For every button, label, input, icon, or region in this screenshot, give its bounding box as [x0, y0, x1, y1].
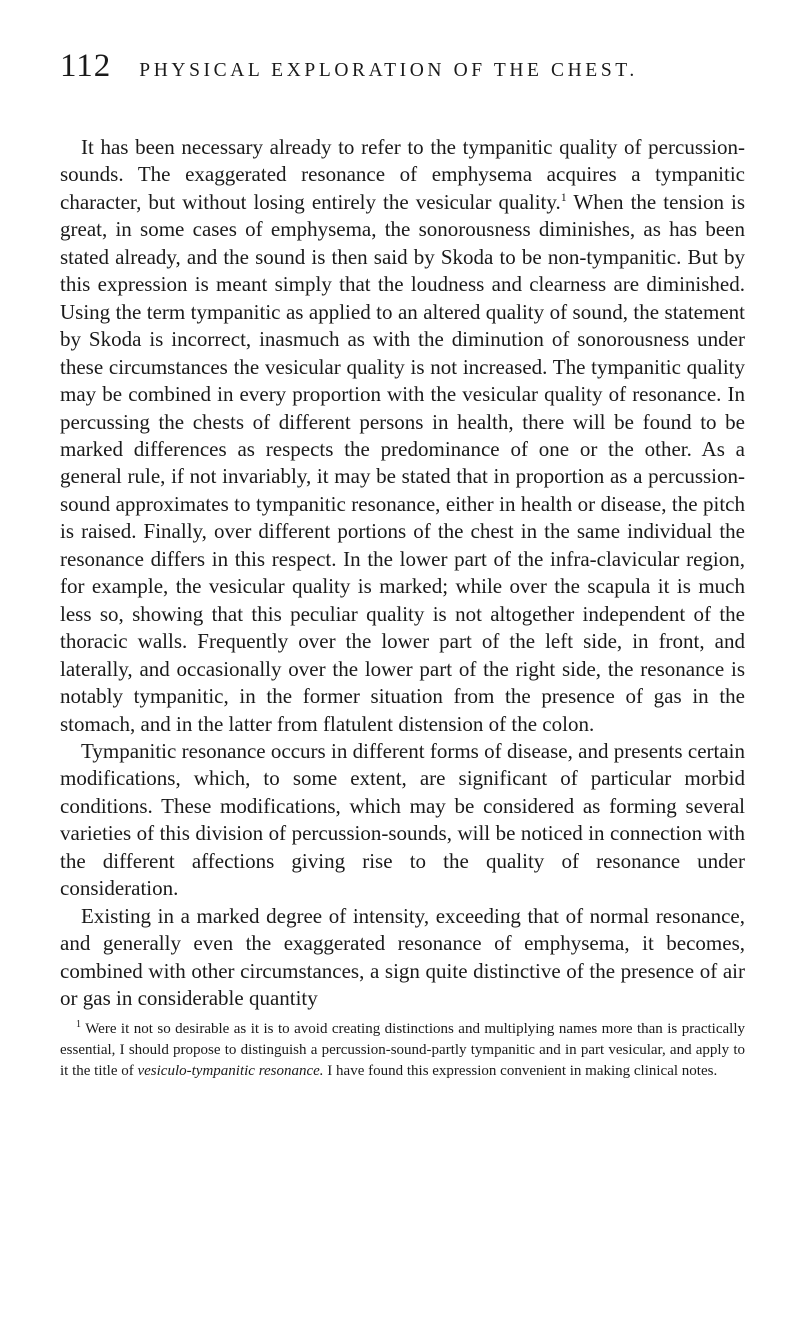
paragraph-1-text-continued: When the tension is great, in some cases of emphysema, the sonorousness diminishes, as has been stated already, and the sound is then said by Skoda to be non-tympanitic. But by this expression is meant simply that the loudness and clearness are diminished. Using the term tympanitic as applied to an altered quality of sound, the statement by Skoda is incorrect, inasmuch as with the diminution of sonorousness under these circumstances the vesicular quality is not increased. The tympanitic quality may be combined in every proportion with the vesicular quality of resonance. In percussing the chests of different persons in health, there will be found to be marked differences as respects the predominance of one or the other. As a general rule, if not invariably, it may be stated that in proportion as a percussion-sound approximates to tympanitic resonance, either in health or disease, the pitch is raised. Finally, over different portions of the chest in the same individual the resonance differs in this respect. In the lower part of the infra-clavicular region, for example, the vesicular quality is marked; while over the scapula it is much less so, showing that this peculiar quality is not altogether independent of the thoracic walls. Frequently over the lower part of the left side, in front, and laterally, and occasionally over the lower part of the right side, the resonance is notably tympanitic, in the former situation from the presence of gas in the stomach, and in the latter from flatulent distension of the colon. [60, 189, 745, 736]
page [60, 48, 745, 1082]
footnote [60, 1019, 745, 1082]
body-text [60, 134, 745, 1013]
paragraph-1 [60, 134, 745, 738]
footnote-term: vesiculo-tympanitic resonance. [137, 1062, 324, 1079]
footnote-text: Were it not so desirable as it is to avoid creating distinctions and multiplying names more than is practically essential, I should propose to distinguish a percussion-sound-partly tympanitic and in part vesicular, and apply to it the title of [60, 1020, 745, 1079]
page-number: 112 [60, 48, 112, 84]
page-header [60, 48, 745, 90]
footnote-text-continued: I have found this expression convenient in making clinical notes. [323, 1062, 718, 1079]
paragraph-2: Tympanitic resonance occurs in different forms of disease, and presents certain modifications, which, to some extent, are significant of particular morbid conditions. These modifications, which may be considered as forming several varieties of this division of percussion-sounds, will be noticed in connection with the different affections giving rise to the quality of resonance under consideration. [60, 738, 745, 901]
running-head: PHYSICAL EXPLORATION OF THE CHEST. [139, 60, 638, 81]
paragraph-1-text: It has been necessary already to refer to the tympanitic quality of percussion-sounds. The exaggerated resonance of emphysema acquires a tympanitic character, but without losing entirely the vesicular quality. [60, 135, 745, 214]
footnote-reference: 1 [560, 189, 567, 204]
footnote-mark: 1 [76, 1018, 81, 1030]
paragraph-3: Existing in a marked degree of intensity, exceeding that of normal resonance, and generally even the exaggerated resonance of emphysema, it becomes, combined with other circumstances, a sign quite distinctive of the presence of air or gas in considerable quantity [60, 903, 745, 1011]
